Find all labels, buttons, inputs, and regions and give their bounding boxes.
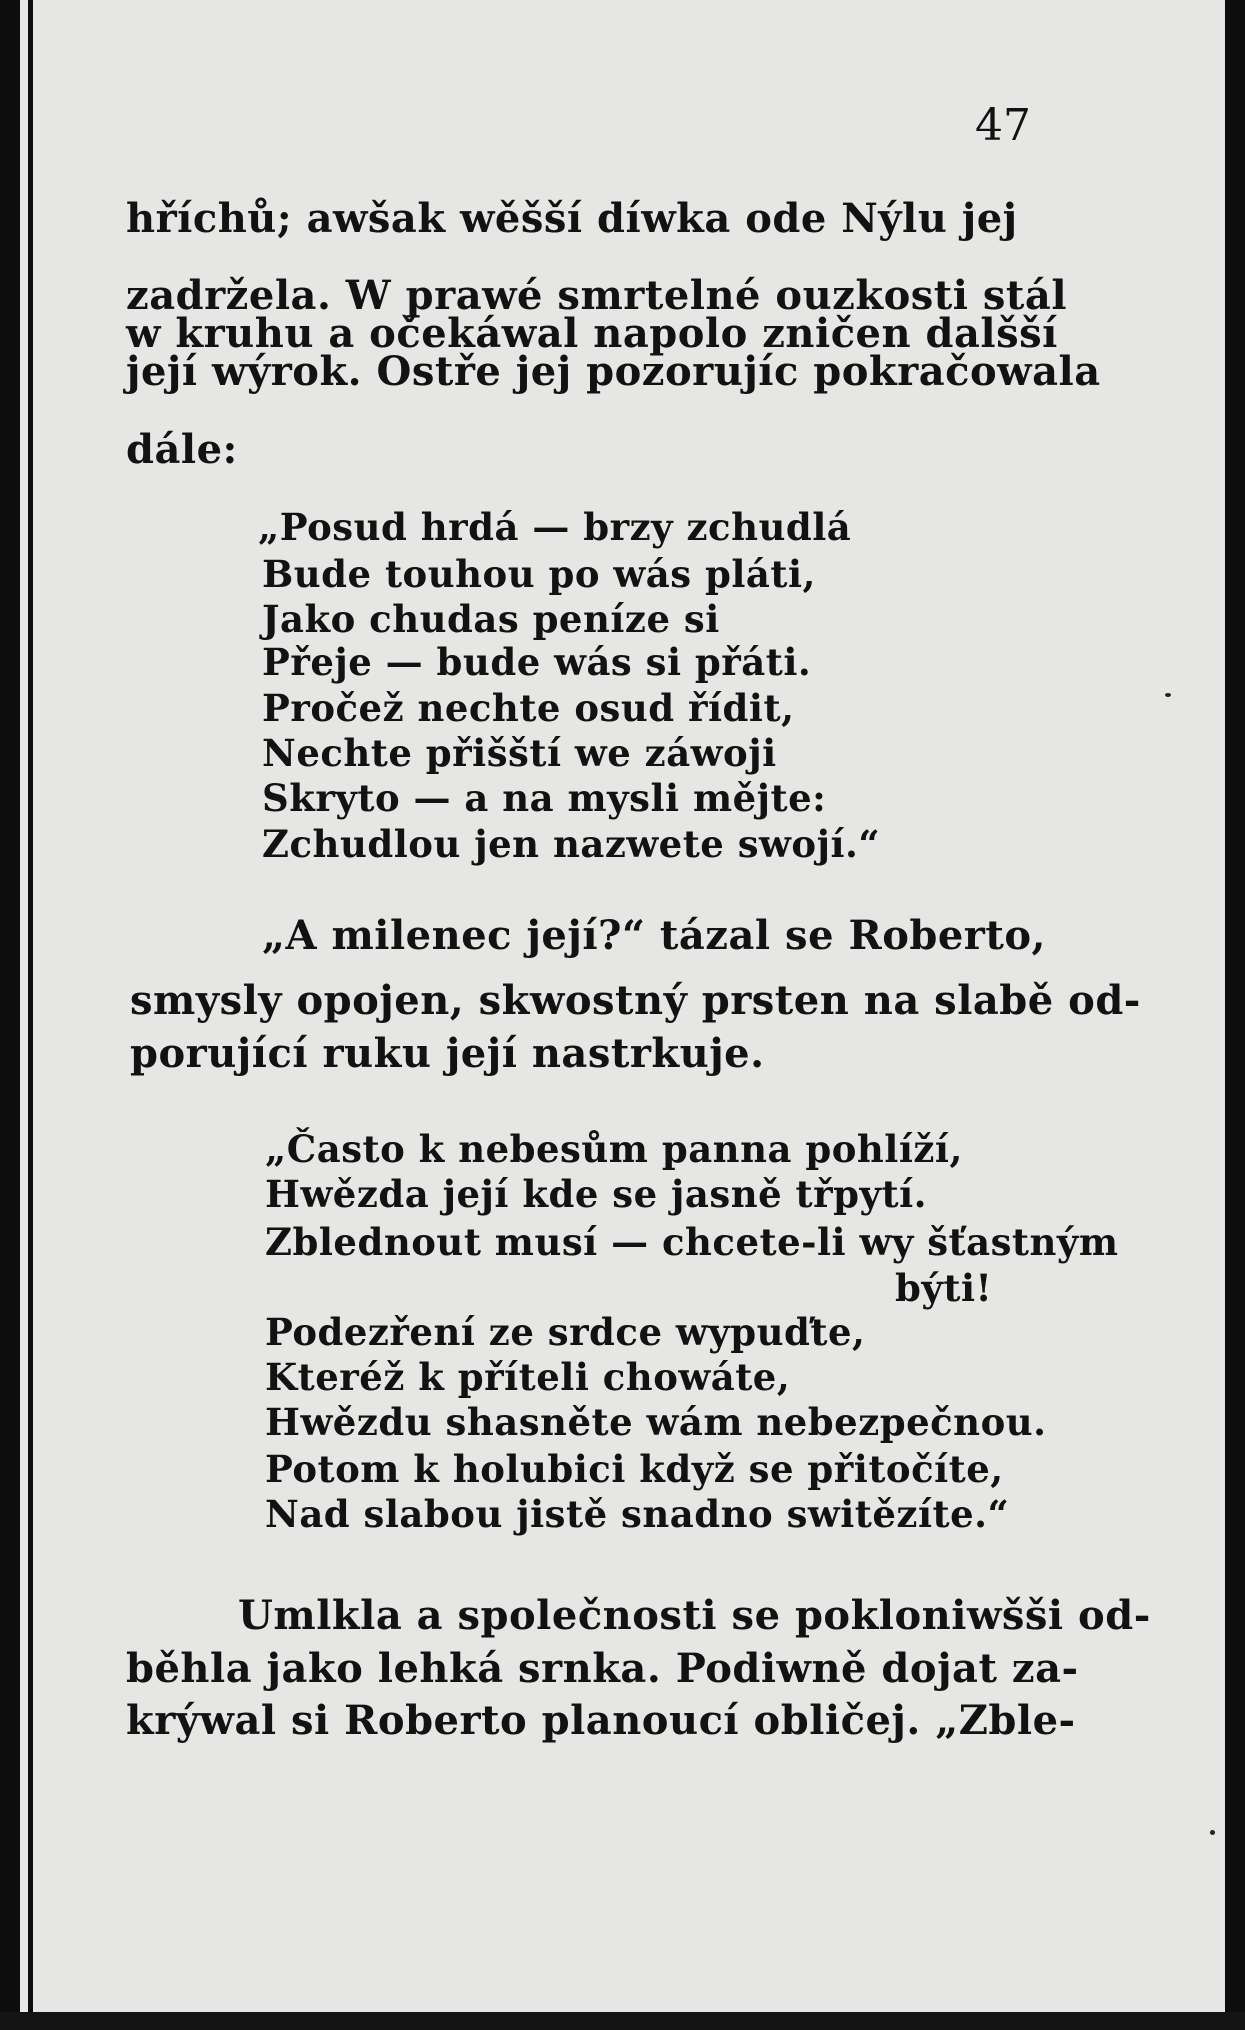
verse-1-line: Skryto — a na mysli mějte: <box>262 776 827 820</box>
verse-2-line: Zblednout musí — chcete-li wy šťastným <box>265 1220 1119 1264</box>
verse-1-line: Zchudlou jen nazwete swojí.“ <box>262 822 881 866</box>
paragraph-3-line: běhla jako lehká srnka. Podiwně dojat za- <box>126 1645 1079 1692</box>
paragraph-1-line: w kruhu a očekáwal napolo zničen dalšší <box>126 310 1058 357</box>
verse-1-line: Nechte přišští we záwoji <box>262 731 777 775</box>
paragraph-1-line: zadržela. W prawé smrtelné ouzkosti stál <box>126 272 1068 319</box>
verse-2-line: Kteréž k příteli chowáte, <box>265 1355 791 1399</box>
paragraph-2-line: „A milenec její?“ tázal se Roberto, <box>262 912 1046 959</box>
bottom-page-edge <box>0 2012 1245 2030</box>
paragraph-1-line: její wýrok. Ostře jej pozorujíc pokračowala <box>126 348 1101 395</box>
verse-2-line: Podezření ze srdce wypuďte, <box>265 1310 866 1354</box>
paragraph-2-line: porující ruku její nastrkuje. <box>130 1030 765 1077</box>
paragraph-3-line: krýwal si Roberto planoucí obličej. „Zble- <box>126 1697 1076 1744</box>
verse-2-line: Hwězdu shasněte wám nebezpečnou. <box>265 1400 1047 1444</box>
verse-1-line: Pročež nechte osud řídit, <box>262 686 795 730</box>
verse-2-line: Potom k holubici když se přitočíte, <box>265 1447 1004 1491</box>
paragraph-2-line: smysly opojen, skwostný prsten na slabě od- <box>130 977 1141 1024</box>
verse-1-line: Přeje — bude wás si přáti. <box>262 640 812 684</box>
verse-1-line: „Posud hrdá — brzy zchudlá <box>258 505 852 549</box>
verse-2-line: Nad slabou jistě snadno switězíte.“ <box>265 1492 1010 1536</box>
paragraph-1-line: hříchů; awšak wěšší díwka ode Nýlu jej <box>126 195 1018 242</box>
verse-1-line: Bude touhou po wás pláti, <box>262 552 816 596</box>
paragraph-3-line: Umlkla a společnosti se pokloniwšši od- <box>238 1592 1151 1639</box>
page-number: 47 <box>975 100 1031 151</box>
verse-1-line: Jako chudas peníze si <box>262 597 720 641</box>
right-page-edge <box>1233 0 1245 2030</box>
verse-2-line: býti! <box>895 1266 993 1310</box>
verse-2-line: „Často k nebesům panna pohlíží, <box>265 1127 963 1171</box>
verse-2-line: Hwězda její kde se jasně třpytí. <box>265 1172 928 1216</box>
left-page-edge <box>28 0 33 2030</box>
ink-speck <box>1165 693 1171 697</box>
paragraph-1-line: dále: <box>126 426 238 473</box>
ink-speck <box>1210 1830 1215 1835</box>
